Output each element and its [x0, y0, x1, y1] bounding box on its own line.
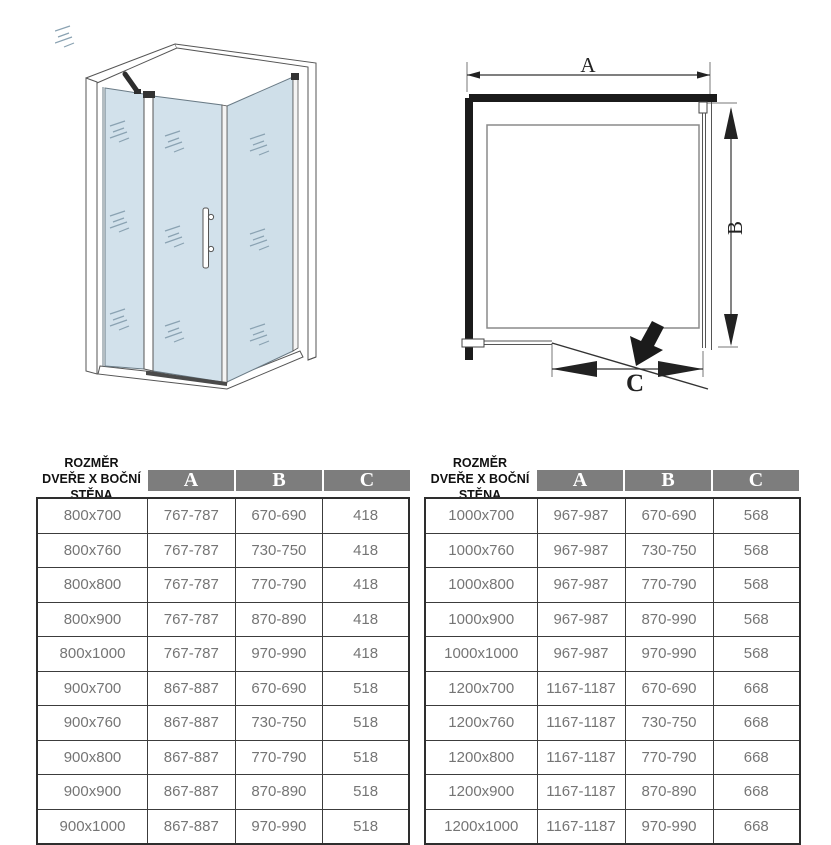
table-row	[425, 533, 800, 568]
table-cell-a: 867-887	[147, 809, 235, 844]
table-cell-size: 800x760	[37, 533, 147, 568]
side-glass-panel	[227, 77, 293, 382]
table-row	[37, 809, 409, 844]
table-cell-c: 668	[713, 671, 800, 706]
dimension-c-label: C	[625, 370, 645, 397]
table-cell-c: 518	[323, 740, 409, 775]
table-cell-size: 1200x800	[425, 740, 537, 775]
table-cell-c: 568	[713, 533, 800, 568]
table-cell-b: 770-790	[625, 740, 713, 775]
table-row	[425, 637, 800, 672]
table-cell-a: 967-987	[537, 533, 625, 568]
table-row	[425, 740, 800, 775]
table-cell-a: 867-887	[147, 706, 235, 741]
table-row	[425, 498, 800, 533]
table-cell-size: 1000x1000	[425, 637, 537, 672]
table-cell-a: 967-987	[537, 498, 625, 533]
table-cell-b: 870-890	[235, 775, 323, 810]
table-cell-size: 1000x800	[425, 568, 537, 603]
table-cell-size: 1200x1000	[425, 809, 537, 844]
door-glass-panel	[153, 96, 222, 382]
table-row	[37, 706, 409, 741]
table-cell-b: 770-790	[235, 568, 323, 603]
table-cell-c: 418	[323, 602, 409, 637]
table-cell-c: 418	[323, 568, 409, 603]
table-cell-c: 418	[323, 498, 409, 533]
size-table-left	[36, 455, 410, 833]
table-cell-b: 870-890	[625, 775, 713, 810]
table-cell-a: 767-787	[147, 602, 235, 637]
table-caption	[424, 455, 536, 503]
table-cell-a: 1167-1187	[537, 671, 625, 706]
column-header-b: B	[236, 470, 322, 491]
table-cell-b: 870-990	[625, 602, 713, 637]
table-cell-c: 518	[323, 809, 409, 844]
table-cell-size: 800x700	[37, 498, 147, 533]
left-wall-profile	[465, 98, 473, 360]
table-cell-a: 867-887	[147, 775, 235, 810]
fixed-glass-panel	[105, 88, 144, 369]
dimension-b	[723, 107, 747, 346]
extension-lines	[467, 62, 738, 377]
table-cell-a: 967-987	[537, 602, 625, 637]
table-cell-c: 518	[323, 671, 409, 706]
table-cell-a: 967-987	[537, 637, 625, 672]
table-cell-size: 900x800	[37, 740, 147, 775]
table-cell-size: 1200x700	[425, 671, 537, 706]
table-cell-b: 970-990	[625, 637, 713, 672]
isometric-shower-drawing	[55, 25, 385, 415]
table-cell-b: 970-990	[625, 809, 713, 844]
bottom-fixed-panel	[477, 341, 552, 345]
table-cell-size: 900x700	[37, 671, 147, 706]
table-cell-c: 518	[323, 706, 409, 741]
table-cell-b: 730-750	[625, 706, 713, 741]
table-cell-c: 418	[323, 533, 409, 568]
table-cell-a: 1167-1187	[537, 706, 625, 741]
table-cell-c: 518	[323, 775, 409, 810]
table-cell-b: 870-890	[235, 602, 323, 637]
table-cell-b: 670-690	[625, 671, 713, 706]
glass-outline	[487, 125, 699, 328]
table-cell-b: 730-750	[235, 706, 323, 741]
table-row	[425, 568, 800, 603]
table-cell-b: 970-990	[235, 809, 323, 844]
dimension-b-label: B	[723, 220, 747, 236]
table-cell-size: 900x760	[37, 706, 147, 741]
table-row	[425, 775, 800, 810]
table-row	[37, 602, 409, 637]
table-cell-b: 770-790	[625, 568, 713, 603]
spec-table	[36, 497, 410, 845]
door-edge-lines	[703, 102, 712, 350]
glass-panels	[103, 73, 299, 383]
caption-line2: DVEŘE X BOČNÍ STĚNA	[42, 472, 141, 502]
table-caption	[36, 455, 147, 503]
caption-line2: DVEŘE X BOČNÍ STĚNA	[430, 472, 530, 502]
table-cell-c: 668	[713, 775, 800, 810]
bottom-left-notch	[462, 339, 484, 347]
hinge-stile	[144, 94, 153, 371]
table-cell-size: 800x1000	[37, 637, 147, 672]
table-cell-c: 668	[713, 740, 800, 775]
table-cell-a: 1167-1187	[537, 809, 625, 844]
top-wall-profile	[469, 94, 717, 102]
table-row	[37, 498, 409, 533]
table-row	[37, 740, 409, 775]
table-cell-b: 770-790	[235, 740, 323, 775]
table-row	[425, 706, 800, 741]
table-cell-a: 1167-1187	[537, 775, 625, 810]
table-cell-b: 970-990	[235, 637, 323, 672]
table-cell-size: 900x900	[37, 775, 147, 810]
table-row	[37, 637, 409, 672]
table-cell-size: 1000x900	[425, 602, 537, 637]
table-cell-a: 767-787	[147, 637, 235, 672]
table-cell-c: 568	[713, 498, 800, 533]
caption-line1: ROZMĚR	[452, 456, 508, 470]
table-cell-size: 800x800	[37, 568, 147, 603]
side-stile-cap	[291, 73, 299, 80]
table-cell-a: 867-887	[147, 740, 235, 775]
table-cell-c: 418	[323, 637, 409, 672]
table-cell-c: 568	[713, 602, 800, 637]
size-table-right	[424, 455, 801, 833]
table-cell-b: 730-750	[625, 533, 713, 568]
spec-table	[424, 497, 801, 845]
table-cell-b: 730-750	[235, 533, 323, 568]
hinge-cap	[143, 91, 155, 98]
table-row	[425, 671, 800, 706]
top-right-hinge-notch	[699, 102, 707, 113]
column-header-b: B	[625, 470, 711, 491]
column-header-a: A	[537, 470, 623, 491]
side-right-stile	[293, 77, 298, 351]
caption-line1: ROZMĚR	[64, 456, 119, 470]
table-cell-size: 1200x760	[425, 706, 537, 741]
table-cell-size: 1200x900	[425, 775, 537, 810]
table-row	[37, 775, 409, 810]
table-cell-b: 670-690	[235, 498, 323, 533]
table-row	[425, 602, 800, 637]
table-cell-a: 767-787	[147, 568, 235, 603]
table-cell-a: 967-987	[537, 568, 625, 603]
dimension-a-label: A	[580, 53, 596, 77]
table-cell-size: 900x1000	[37, 809, 147, 844]
table-cell-a: 767-787	[147, 498, 235, 533]
table-row	[425, 809, 800, 844]
table-cell-b: 670-690	[235, 671, 323, 706]
table-cell-a: 767-787	[147, 533, 235, 568]
table-cell-size: 1000x700	[425, 498, 537, 533]
dimension-a	[467, 53, 710, 79]
dimension-c	[552, 361, 703, 397]
table-cell-c: 668	[713, 809, 800, 844]
table-cell-b: 670-690	[625, 498, 713, 533]
column-header-c: C	[713, 470, 799, 491]
table-row	[37, 671, 409, 706]
table-cell-c: 568	[713, 637, 800, 672]
table-cell-a: 867-887	[147, 671, 235, 706]
door-right-stile	[222, 105, 227, 383]
table-cell-c: 568	[713, 568, 800, 603]
column-header-a: A	[148, 470, 234, 491]
plan-dimension-drawing	[445, 35, 765, 413]
column-header-c: C	[324, 470, 410, 491]
table-row	[37, 568, 409, 603]
table-cell-size: 1000x760	[425, 533, 537, 568]
table-cell-c: 668	[713, 706, 800, 741]
table-cell-a: 1167-1187	[537, 740, 625, 775]
table-row	[37, 533, 409, 568]
table-cell-size: 800x900	[37, 602, 147, 637]
